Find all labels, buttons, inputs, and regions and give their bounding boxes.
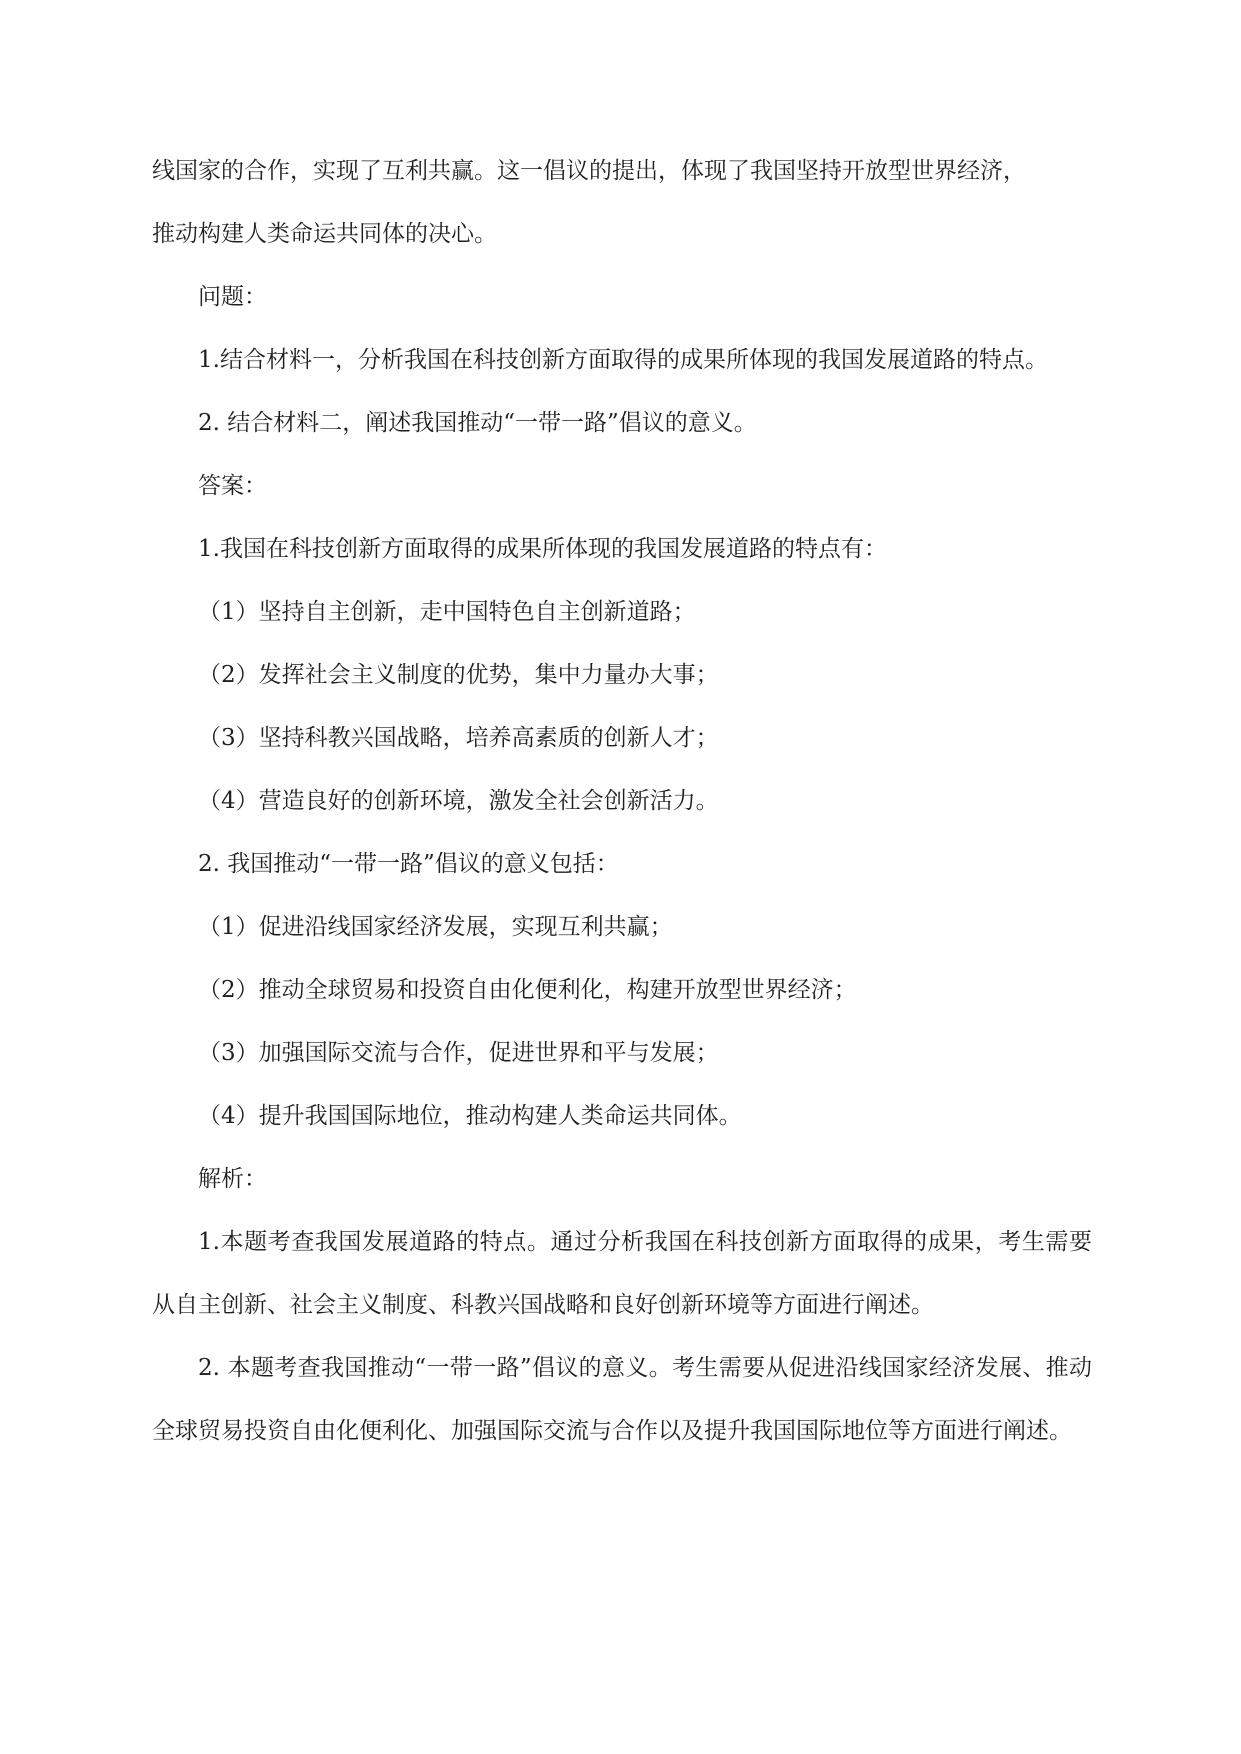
answer1-item: （2）发挥社会主义制度的优势，集中力量办大事； — [198, 662, 719, 688]
document-body — [152, 140, 1092, 1463]
answer1-item: （1）坚持自主创新，走中国特色自主创新道路； — [198, 599, 696, 625]
answer1-item: （3）坚持科教兴国战略，培养高素质的创新人才； — [198, 725, 719, 751]
questions-heading: 问题： — [198, 284, 267, 310]
analysis-paragraph: 2. 本题考查我国推动“一带一路”倡议的意义。考生需要从促进沿线国家经济发展、推动全球贸易投资自由化便利化、加强国际交流与合作以及提升我国国际地位等方面进行阐述。 — [152, 1355, 1092, 1444]
answer2-title: 2. 我国推动“一带一路”倡议的意义包括： — [198, 851, 619, 877]
answer2-item: （1）促进沿线国家经济发展，实现互利共赢； — [198, 914, 673, 940]
answers-heading: 答案： — [198, 473, 267, 499]
intro-line: 线国家的合作，实现了互利共赢。这一倡议的提出，体现了我国坚持开放型世界经济， — [152, 158, 1026, 184]
answer2-item: （2）推动全球贸易和投资自由化便利化，构建开放型世界经济； — [198, 977, 857, 1003]
question-item: 1.结合材料一，分析我国在科技创新方面取得的成果所体现的我国发展道路的特点。 — [198, 347, 1048, 373]
intro-line: 推动构建人类命运共同体的决心。 — [152, 221, 497, 247]
answer1-title: 1.我国在科技创新方面取得的成果所体现的我国发展道路的特点有： — [198, 536, 887, 562]
answer2-item: （3）加强国际交流与合作，促进世界和平与发展； — [198, 1040, 719, 1066]
answer1-item: （4）营造良好的创新环境，激发全社会创新活力。 — [198, 788, 719, 814]
analysis-paragraph: 1.本题考查我国发展道路的特点。通过分析我国在科技创新方面取得的成果，考生需要从自主创新、社会主义制度、科教兴国战略和良好创新环境等方面进行阐述。 — [152, 1229, 1092, 1318]
analysis-heading: 解析： — [198, 1166, 267, 1192]
answer2-item: （4）提升我国国际地位，推动构建人类命运共同体。 — [198, 1103, 742, 1129]
question-item: 2. 结合材料二，阐述我国推动“一带一路”倡议的意义。 — [198, 410, 757, 436]
